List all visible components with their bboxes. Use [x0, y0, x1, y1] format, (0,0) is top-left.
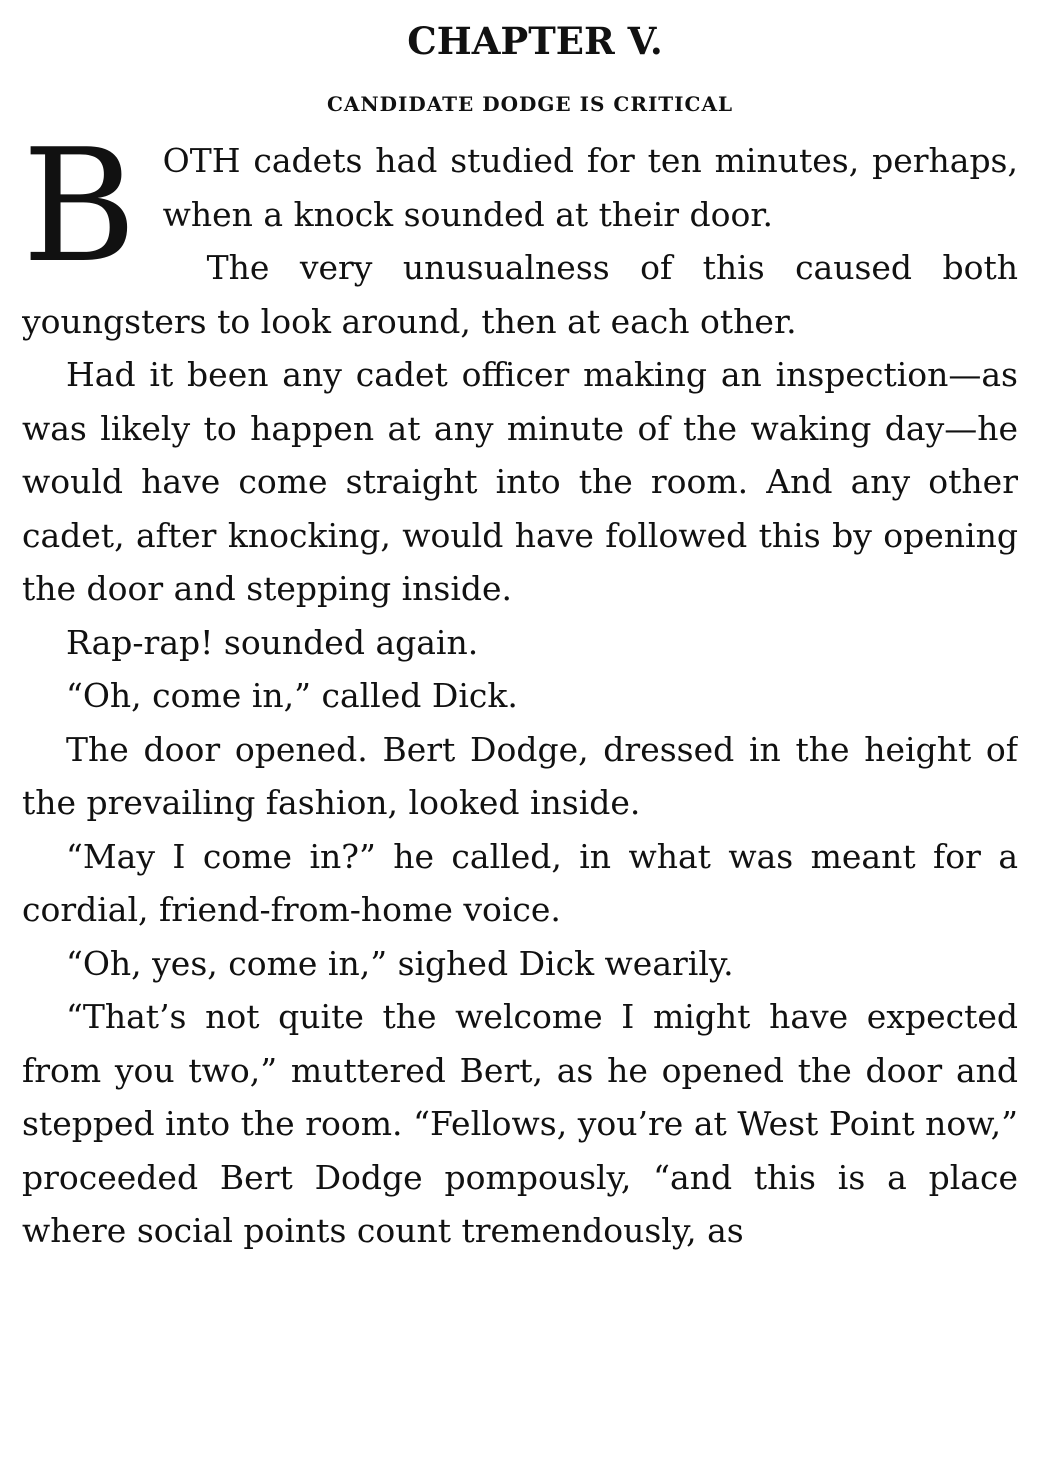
- paragraph: “That’s not quite the welcome I might have expected from you two,” muttered Bert, as he opened the door and stepped into the room. “Fellows, you’re at West Point now,” proceeded Bert Dodge pompously, “and this is a place where social points count tremendously, as: [22, 997, 1018, 1250]
- paragraph: The door opened. Bert Dodge, dressed in the height of the prevailing fashion, looked inside.: [22, 729, 1018, 822]
- drop-cap: B: [22, 115, 137, 297]
- chapter-subheading: CANDIDATE DODGE IS CRITICAL: [326, 92, 734, 116]
- paragraph: Rap-rap! sounded again.: [66, 622, 479, 662]
- paragraph: “Oh, yes, come in,” sighed Dick wearily.: [66, 943, 734, 983]
- chapter-heading: CHAPTER V.: [407, 19, 663, 63]
- paragraph: Had it been any cadet officer making an inspection—as was likely to happen at any minute of the waking day—he would have come straight into the room. And any other cadet, after knocking, would have followed this by opening the door and stepping inside.: [22, 355, 1018, 608]
- book-page: [22, 14, 1018, 1474]
- paragraph: “May I come in?” he called, in what was meant for a cordial, friend-from-home voice.: [22, 836, 1018, 929]
- paragraph: The very unusualness of this caused both youngsters to look around, then at each other.: [22, 248, 1018, 341]
- paragraph: “Oh, come in,” called Dick.: [66, 676, 518, 715]
- paragraph-text: OTH cadets had studied for ten minutes, perhaps, when a knock sounded at their door.: [162, 141, 1018, 234]
- chapter-body: [22, 115, 1018, 1258]
